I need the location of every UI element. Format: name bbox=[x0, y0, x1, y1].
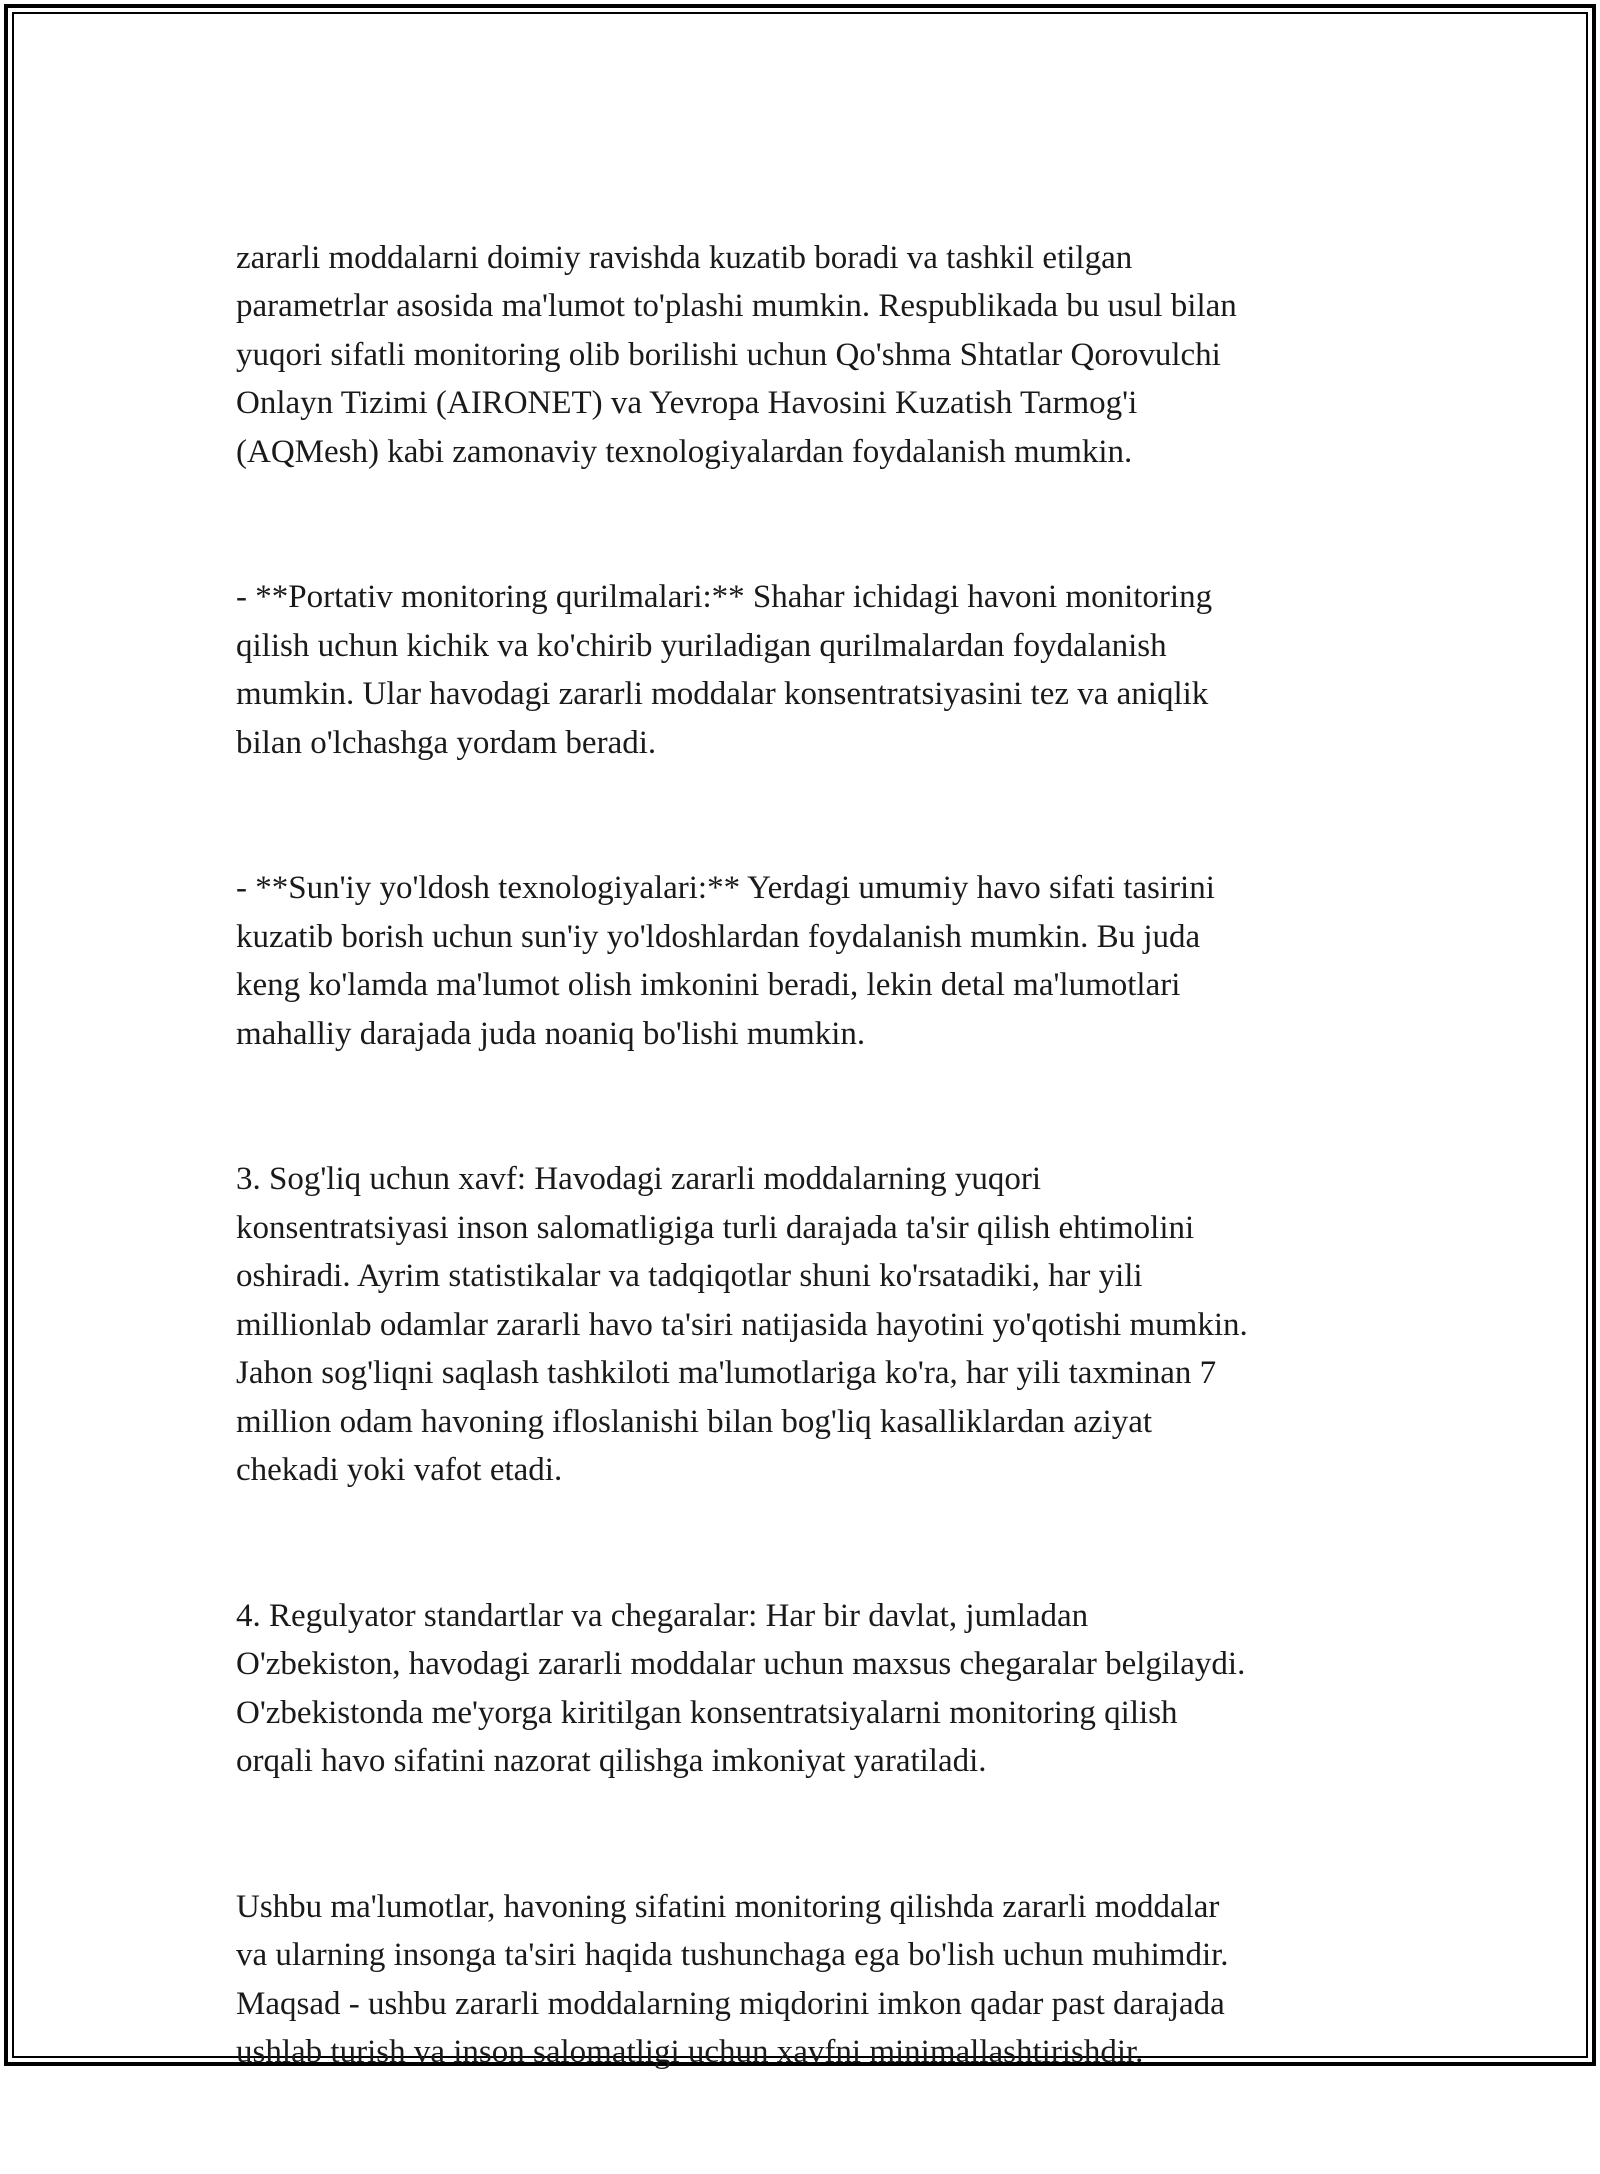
paragraph-satellite-technology: - **Sun'iy yo'ldosh texnologiyalari:** Yerdagi umumiy havo sifati tasirini kuzatib borish uchun sun'iy yo'ldoshlardan foydalanish mumkin. Bu juda keng ko'lamda ma'lumot olish imkonini beradi, lekin detal ma'lumotlari mahalliy darajada juda noaniq bo'lishi mumkin. bbox=[236, 870, 1215, 1052]
paragraph-regulatory-standards: 4. Regulyator standartlar va chegaralar: Har bir davlat, jumladan O'zbekiston, havodagi zararli moddalar uchun maxsus chegaralar belgilaydi. O'zbekistonda me'yorga kiritilgan konsentratsiyalarni monitoring qilish orqali havo sifatini nazorat qilishga imkoniyat yaratiladi. bbox=[236, 1597, 1246, 1779]
paragraph-health-risk: 3. Sog'liq uchun xavf: Havodagi zararli moddalarning yuqori konsentratsiyasi inson salomatligiga turli darajada ta'sir qilish ehtimolini oshiradi. Ayrim statistikalar va tadqiqotlar shuni ko'rsatadiki, har yili millionlab odamlar zararli havo ta'siri natijasida hayotini yo'qotishi mumkin. Jahon sog'liqni saqlash tashkiloti ma'lumotlariga ko'ra, har yili taxminan 7 million odam havoning ifloslanishi bilan bog'liq kasalliklardan aziyat chekadi yoki vafot etadi. bbox=[236, 1161, 1248, 1488]
document-body bbox=[236, 185, 1396, 2174]
paragraph-monitoring-networks: zararli moddalarni doimiy ravishda kuzatib boradi va tashkil etilgan parametrlar asosida ma'lumot to'plashi mumkin. Respublikada bu usul bilan yuqori sifatli monitoring olib borilishi uchun Qo'shma Shtatlar Qorovulchi Onlayn Tizimi (AIRONET) va Yevropa Havosini Kuzatish Tarmog'i (AQMesh) kabi zamonaviy texnologiyalardan foydalanish mumkin. bbox=[236, 239, 1237, 470]
paragraph-portable-devices: - **Portativ monitoring qurilmalari:** Shahar ichidagi havoni monitoring qilish uchun kichik va ko'chirib yuriladigan qurilmalardan foydalanish mumkin. Ular havodagi zararli moddalar konsentratsiyasini tez va aniqlik bilan o'lchashga yordam beradi. bbox=[236, 579, 1213, 761]
paragraph-conclusion: Ushbu ma'lumotlar, havoning sifatini monitoring qilishda zararli moddalar va ularning insonga ta'siri haqida tushunchaga ega bo'lish uchun muhimdir. Maqsad - ushbu zararli moddalarning miqdorini imkon qadar past darajada ushlab turish va inson salomatligi uchun xavfni minimallashtirishdir. bbox=[236, 1888, 1229, 2070]
